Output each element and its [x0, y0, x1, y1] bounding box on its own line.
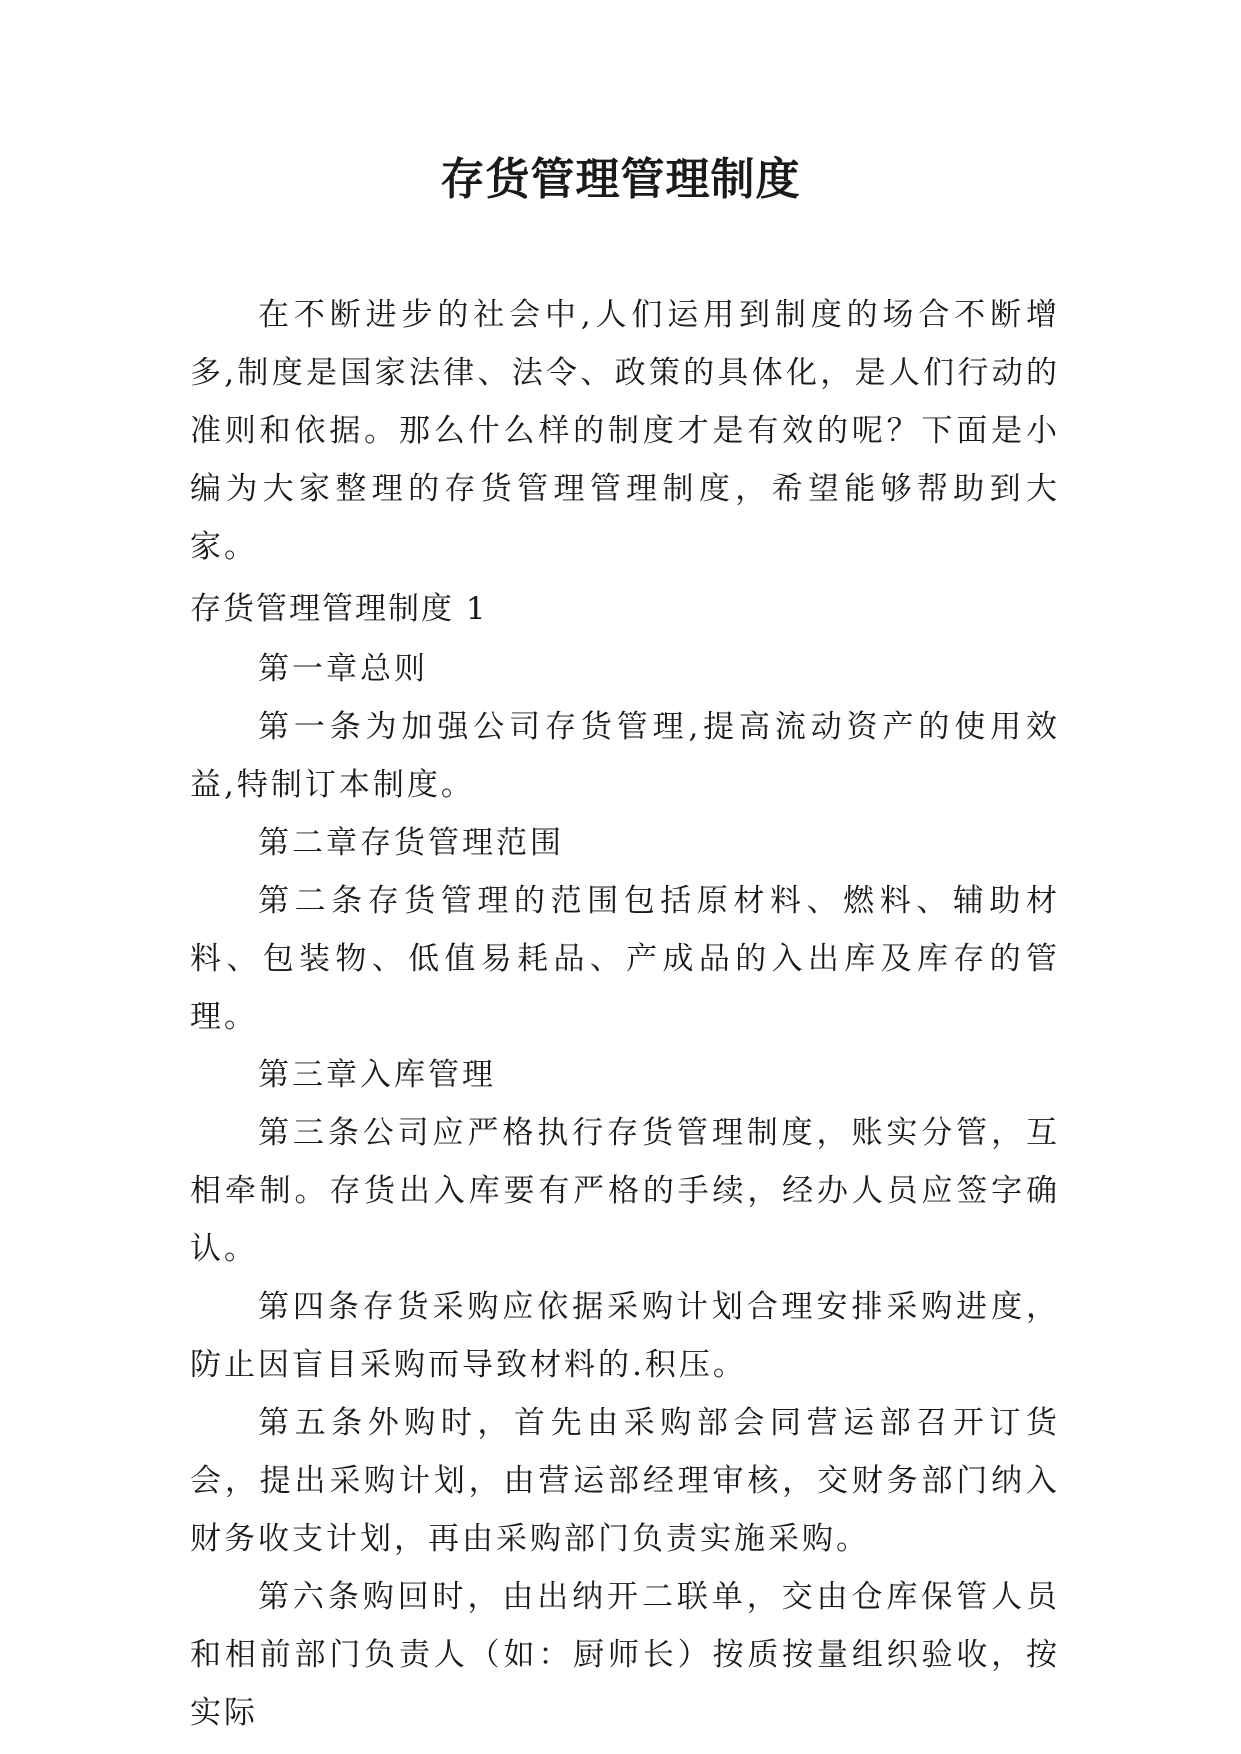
article-paragraph: 第六条购回时，由出纳开二联单，交由仓库保管人员和相前部门负责人（如：厨师长）按质按量组织验收，按实际 [190, 1579, 1060, 1731]
document-title: 存货管理管理制度 [440, 154, 801, 205]
article-paragraph: 第二条存货管理的范围包括原材料、燃料、辅助材料、包装物、低值易耗品、产成品的入出库及库存的管理。 [190, 883, 1060, 1035]
chapter-heading: 第三章入库管理 [258, 1057, 496, 1093]
section-content [190, 640, 1060, 1742]
article-paragraph: 第五条外购时，首先由采购部会同营运部召开订货会，提出采购计划，由营运部经理审核，交财务部门纳入财务收支计划，再由采购部门负责实施采购。 [190, 1405, 1060, 1557]
article-paragraph: 第三条公司应严格执行存货管理制度，账实分管，互相牵制。存货出入库要有严格的手续，经办人员应签字确认。 [190, 1115, 1060, 1267]
section-title: 存货管理管理制度 1 [190, 591, 488, 627]
article-paragraph: 第一条为加强公司存货管理,提高流动资产的使用效益,特制订本制度。 [190, 709, 1060, 803]
article-paragraph: 第四条存货采购应依据采购计划合理安排采购进度，防止因盲目采购而导致材料的.积压。 [190, 1289, 1060, 1383]
chapter-heading: 第二章存货管理范围 [258, 825, 564, 861]
intro-paragraph: 在不断进步的社会中,人们运用到制度的场合不断增多,制度是国家法律、法令、政策的具体化，是人们行动的准则和依据。那么什么样的制度才是有效的呢？下面是小编为大家整理的存货管理管理制度，希望能够帮助到大家。 [190, 297, 1060, 565]
chapter-heading: 第一章总则 [258, 651, 428, 687]
